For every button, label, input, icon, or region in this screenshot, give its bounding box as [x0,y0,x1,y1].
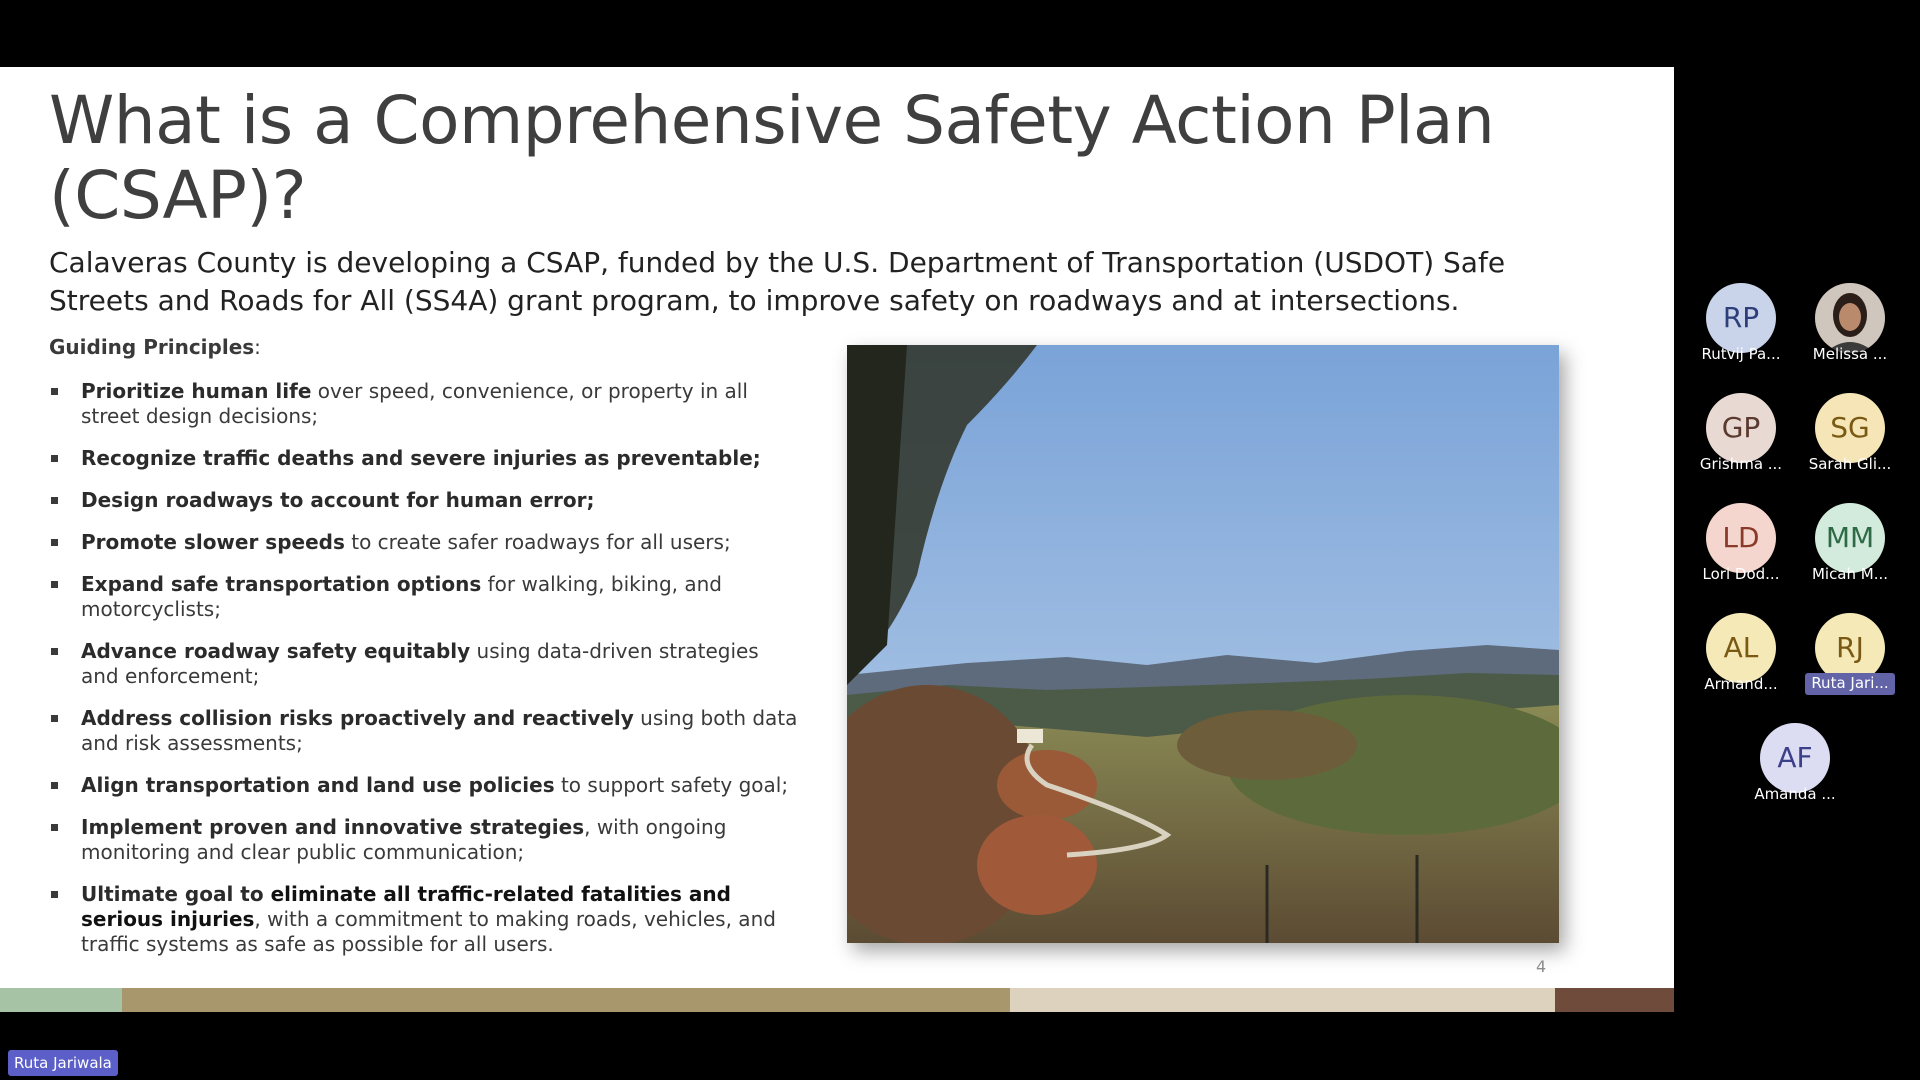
avatar-photo [1815,283,1885,353]
list-item: Promote slower speeds to create safer roadways for all users; [49,530,799,555]
principles-heading: Guiding Principles: [49,335,261,359]
bullet-icon [51,388,58,395]
avatar: AF [1760,723,1830,793]
footer-bar-segment [0,988,122,1012]
participant-name: Rutvij Pa... [1701,345,1781,363]
bullet-icon [51,824,58,831]
bullet-icon [51,455,58,462]
avatar: MM [1815,503,1885,573]
participant-tile[interactable] [1795,503,1905,593]
footer-bar-segment [1010,988,1555,1012]
list-item: Recognize traffic deaths and severe injuries as preventable; [49,446,799,471]
footer-bar-segment [1555,988,1674,1012]
participant-name: Armand... [1704,675,1778,693]
principles-list [49,379,799,974]
list-item: Prioritize human life over speed, convenience, or property in all street design decisions; [49,379,799,429]
list-item: Address collision risks proactively and reactively using both data and risk assessments; [49,706,799,756]
slide-title: What is a Comprehensive Safety Action Plan (CSAP)? [49,82,1495,234]
list-item: Align transportation and land use policies to support safety goal; [49,773,799,798]
active-speaker-label: Ruta Jariwala [8,1050,118,1076]
participant-tile[interactable] [1686,613,1796,703]
participant-tile[interactable] [1795,393,1905,483]
participant-tile-speaking[interactable] [1795,613,1905,703]
participant-tile[interactable] [1686,503,1796,593]
participant-tile[interactable] [1795,283,1905,373]
participant-name: Melissa ... [1812,345,1888,363]
avatar: LD [1706,503,1776,573]
bullet-icon [51,539,58,546]
list-item: Design roadways to account for human error; [49,488,799,513]
avatar: RJ [1815,613,1885,683]
participant-name: Micah M... [1811,565,1889,583]
landscape-photo [847,345,1559,943]
avatar: RP [1706,283,1776,353]
footer-bar-segment [122,988,1010,1012]
participant-tile[interactable] [1740,723,1850,813]
bullet-icon [51,497,58,504]
avatar: AL [1706,613,1776,683]
avatar: GP [1706,393,1776,463]
participant-name: Amanda ... [1754,785,1836,803]
list-item: Ultimate goal to eliminate all traffic-related fatalities and serious injuries, with a commitment to making roads, vehicles, and traffic systems as safe as possible for all users. [49,882,799,957]
bullet-icon [51,648,58,655]
participant-name: Ruta Jari... [1805,673,1895,695]
bullet-icon [51,715,58,722]
participant-name: Grishma ... [1699,455,1783,473]
participant-name: Lori Dod... [1702,565,1780,583]
bullet-icon [51,581,58,588]
slide-intro: Calaveras County is developing a CSAP, funded by the U.S. Department of Transportation (USDOT) Safe Streets and Roads for All (SS4A) grant program, to improve safety on roadways and at intersections. [49,246,1506,317]
bullet-icon [51,891,58,898]
list-item: Advance roadway safety equitably using data-driven strategies and enforcement; [49,639,799,689]
list-item: Implement proven and innovative strategies, with ongoing monitoring and clear public communication; [49,815,799,865]
participant-tile[interactable] [1686,283,1796,373]
presentation-slide [0,67,1674,1012]
bullet-icon [51,782,58,789]
avatar: SG [1815,393,1885,463]
participant-tile[interactable] [1686,393,1796,483]
list-item: Expand safe transportation options for walking, biking, and motorcyclists; [49,572,799,622]
page-number: 4 [1536,957,1547,976]
participant-name: Sarah Gli... [1808,455,1892,473]
